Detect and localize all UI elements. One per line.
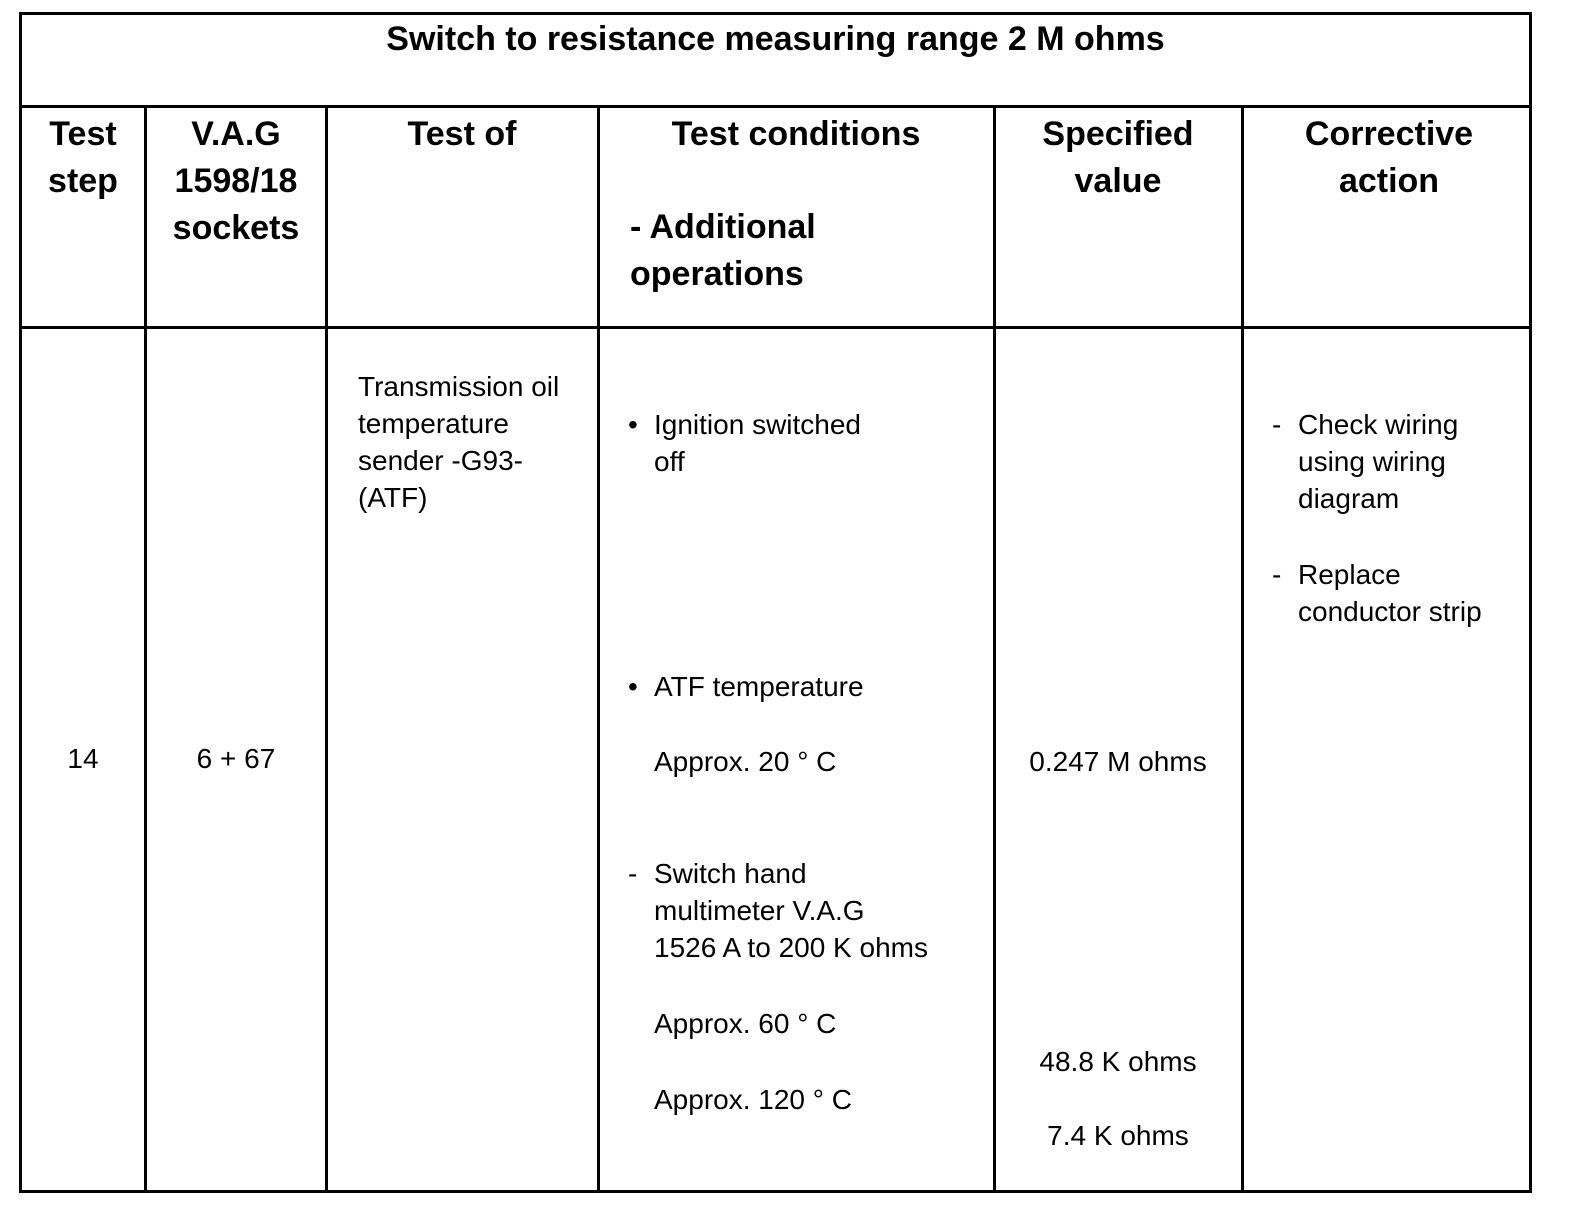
corrective-check-wiring-text: Check wiring using wiring diagram (1298, 409, 1459, 514)
cell-test-step: 14 (67, 743, 99, 774)
header-test-conditions: Test conditions (671, 115, 921, 153)
header-sockets: V.A.G 1598/18 sockets (172, 115, 300, 247)
col-divider-1 (144, 107, 147, 1193)
corrective-replace-strip-text: Replace conductor strip (1298, 559, 1482, 627)
header-additional-operations: - Additional operations (630, 208, 816, 293)
dash-marker: - (1272, 409, 1282, 440)
specified-value-2: 48.8 K ohms (1039, 1046, 1197, 1077)
header-divider (22, 326, 1529, 329)
bullet-marker: • (628, 409, 638, 440)
specified-value-3: 7.4 K ohms (1047, 1120, 1189, 1151)
table-title: Switch to resistance measuring range 2 M ohms (386, 20, 1165, 58)
header-test-step: Test step (48, 115, 118, 200)
header-specified-value: Specified value (1042, 115, 1194, 200)
condition-temp-20: Approx. 20 ° C (654, 746, 837, 777)
dash-marker: - (628, 858, 638, 889)
bullet-marker: • (628, 671, 638, 702)
condition-switch-text: Switch hand multimeter V.A.G 1526 A to 200 K ohms (654, 858, 928, 963)
title-divider (22, 105, 1529, 108)
header-corrective-action: Corrective action (1304, 115, 1474, 200)
dash-marker: - (1272, 559, 1282, 590)
header-test-of: Test of (407, 115, 517, 153)
col-divider-3 (597, 107, 600, 1193)
col-divider-2 (325, 107, 328, 1193)
specified-value-1: 0.247 M ohms (1029, 746, 1207, 777)
cell-test-of: Transmission oil temperature sender -G93- (ATF) (358, 371, 560, 513)
condition-ignition-text: Ignition switched off (654, 409, 862, 477)
col-divider-4 (993, 107, 996, 1193)
condition-temp-60: Approx. 60 ° C (654, 1008, 837, 1039)
cell-sockets: 6 + 67 (196, 743, 276, 774)
col-divider-5 (1241, 107, 1244, 1193)
condition-atf-text: ATF temperature (654, 671, 864, 702)
test-table (19, 12, 1532, 1193)
condition-temp-120: Approx. 120 ° C (654, 1084, 852, 1115)
